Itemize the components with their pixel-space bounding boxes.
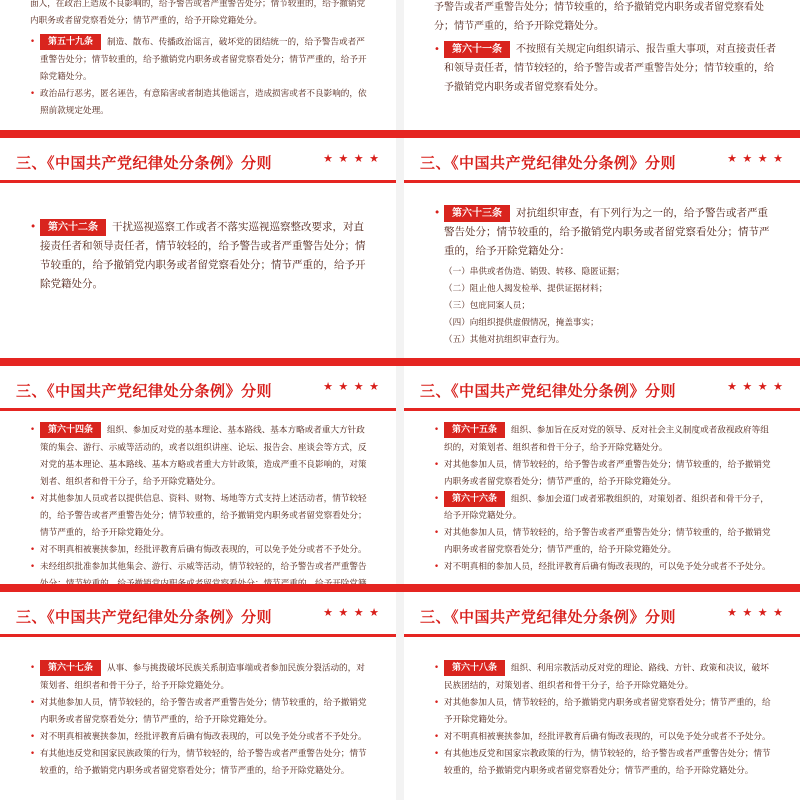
article-68-b2: • 对其他参加人员，情节较轻的，给予撤销党内职务或者留党察看处分；情节严重的，给予开除党籍处分。 bbox=[434, 695, 776, 729]
article-badge: 第六十二条 bbox=[40, 219, 106, 236]
article-64-b4: • 未经组织批准参加其他集会、游行、示威等活动，情节较轻的，给予警告或者严重警告 bbox=[30, 559, 372, 610]
slide-header bbox=[404, 592, 800, 642]
list-item: （五）其他对抗组织审查行为。 bbox=[444, 335, 565, 345]
article-63: • 第六十三条 对抗组织审查，有下列行为之一的，给予警告或者严重警告处分；情节较重的，给予撤销党内职务或者留党察看处分；情节严重的，给予开除党籍处分： bbox=[434, 204, 776, 261]
list-item: （一）串供或者伪造、销毁、转移、隐匿证据； bbox=[444, 267, 625, 277]
top-left-line0: 面人，在政治上造成不良影响的，给予警告或者严重警告处分；情节较重的，给予撤销党内职务或者留党察看处分；情节严重的，给予开除党籍处分。 bbox=[30, 0, 366, 26]
article-badge: 第六十一条 bbox=[444, 41, 510, 58]
slide-top-right bbox=[404, 0, 800, 128]
article-66: • 第六十六条 组织、参加会道门或者邪教组织的，对策划者、组织者和骨干分子，给予开除党籍处分。 bbox=[434, 491, 776, 526]
slide-header bbox=[0, 592, 396, 642]
article-67-b3: • 对不明真相被裹挟参加，经批评教育后确有悔改表现的，可以免予处分或者不予处分。 bbox=[30, 729, 372, 746]
article-68-b4: • 有其他违反党和国家宗教政策的行为，情节较轻的，给予警告或者严重警告处分；情节较重的，给予撤销党内职务或者留党察看处分；情节严重的，给予开除党籍处分。 bbox=[434, 746, 776, 780]
list-item: （二）阻止他人揭发检举、提供证据材料； bbox=[444, 284, 608, 294]
article-64-b3: • 对不明真相被裹挟参加，经批评教育后确有悔改表现的，可以免予处分或者不予处分。 bbox=[30, 542, 372, 559]
article-badge: 第六十六条 bbox=[444, 491, 505, 507]
list-item: （四）向组织提供虚假情况，掩盖事实； bbox=[444, 318, 599, 328]
divider-band bbox=[0, 130, 800, 138]
slide-top-left bbox=[0, 0, 396, 128]
article-68: • 第六十八条 组织、利用宗教活动反对党的理论、路线、方针、政策和决议，破坏民族团结的，对策划者、组织者和骨干分子，给予开除党籍处分。 bbox=[434, 660, 776, 695]
slide-c-left bbox=[0, 366, 396, 584]
article-62: • 第六十二条 干扰巡视巡察工作或者不落实巡视巡察整改要求，对直接责任者和领导责任者，情节较轻的，给予警告或者严重警告处分；情节较重的，给予撤销党内职务或者留党察看处分；情节严重的，给予开除党籍处分。 bbox=[30, 218, 372, 294]
article-badge: 第六十四条 bbox=[40, 422, 101, 438]
slide-b-right bbox=[404, 138, 800, 358]
list-item: （三）包庇同案人员； bbox=[444, 301, 530, 311]
article-59: • 第五十九条 制造、散布、传播政治谣言，破坏党的团结统一的，给予警告或者严重警告处分；情节较重的，给予撤销党内职务或者留党察看处分；情节严重的，给予开除党籍处分。 bbox=[30, 34, 372, 86]
slide-title: 三、《中国共产党纪律处分条例》分则 bbox=[420, 382, 677, 400]
article-64-b2: • 对其他参加人员或者以提供信息、资料、财物、场地等方式支持上述活动者，情节较轻的，给予警告或者严重警告处分；情节较重的，给予撤销党内职务或者留党察看处分；情节严重的，给予开除党籍处分。 bbox=[30, 491, 372, 542]
divider-band bbox=[0, 584, 800, 592]
slide-header bbox=[0, 366, 396, 416]
slide-b-left bbox=[0, 138, 396, 358]
slide-title: 三、《中国共产党纪律处分条例》分则 bbox=[16, 382, 273, 400]
slide-title: 三、《中国共产党纪律处分条例》分则 bbox=[420, 608, 677, 626]
slide-title: 三、《中国共产党纪律处分条例》分则 bbox=[16, 154, 273, 172]
slide-d-right bbox=[404, 592, 800, 800]
article-64: • 第六十四条 组织、参加反对党的基本理论、基本路线、基本方略或者重大方针政策的集会、游行、示威等活动的，或者以组织讲座、论坛、报告会、座谈会等方式，反对党的基本理论、基本路线、基本方略或者重大方针政策，造成严重不良影响的，对策划者、组织者和骨干分子，给予开除党籍处分。 bbox=[30, 422, 372, 491]
slide-title: 三、《中国共产党纪律处分条例》分则 bbox=[420, 154, 677, 172]
slide-gutter bbox=[396, 0, 404, 800]
divider-band bbox=[0, 358, 800, 366]
stars-decoration: ★ ★ ★ ★ bbox=[727, 152, 784, 165]
slide-title: 三、《中国共产党纪律处分条例》分则 bbox=[16, 608, 273, 626]
stars-decoration: ★ ★ ★ ★ bbox=[323, 152, 380, 165]
article-59-b2: • 政治品行恶劣，匿名诬告，有意陷害或者制造其他谣言，造成损害或者不良影响的，依照前款规定处理。 bbox=[30, 86, 372, 120]
slide-header bbox=[0, 138, 396, 188]
stars-decoration: ★ ★ ★ ★ bbox=[727, 606, 784, 619]
article-67-b4: • 有其他违反党和国家民族政策的行为，情节较轻的，给予警告或者严重警告处分；情节较重的，给予撤销党内职务或者留党察看处分；情节严重的，给予开除党籍处分。 bbox=[30, 746, 372, 780]
stars-decoration: ★ ★ ★ ★ bbox=[323, 606, 380, 619]
article-66-b4: • 对其他参加人员，情节较轻的，给予警告或者严重警告处分；情节较重的，给予撤销党内职务或者留党察看处分；情节严重的，给予开除党籍处分。 bbox=[434, 525, 776, 559]
article-66-b5: • 对不明真相的参加人员，经批评教育后确有悔改表现的，可以免予处分或者不予处分。 bbox=[434, 559, 776, 576]
article-67: • 第六十七条 从事、参与挑拨破坏民族关系制造事端或者参加民族分裂活动的，对策划者、组织者和骨干分子，给予开除党籍处分。 bbox=[30, 660, 372, 695]
article-65: • 第六十五条 组织、参加旨在反对党的领导、反对社会主义制度或者敌视政府等组织的，对策划者、组织者和骨干分子，给予开除党籍处分。 bbox=[434, 422, 776, 457]
article-badge: 第六十五条 bbox=[444, 422, 505, 438]
top-right-line0: 予警告或者严重警告处分；情节较重的，给予撤销党内职务或者留党察看处分；情节严重的，给予开除党籍处分。 bbox=[434, 2, 764, 32]
article-61: • 第六十一条 不按照有关规定向组织请示、报告重大事项，对直接责任者和领导责任者，情节较轻的，给予警告或者严重警告处分；情节较重的，给予撤销党内职务或者留党察看处分。 bbox=[434, 40, 776, 97]
slide-d-left bbox=[0, 592, 396, 800]
article-65-b2: • 对其他参加人员，情节较轻的，给予警告或者严重警告处分；情节较重的，给予撤销党内职务或者留党察看处分；情节严重的，给予开除党籍处分。 bbox=[434, 457, 776, 491]
slide-c-right bbox=[404, 366, 800, 584]
article-badge: 第六十七条 bbox=[40, 660, 101, 676]
stars-decoration: ★ ★ ★ ★ bbox=[727, 380, 784, 393]
article-badge: 第五十九条 bbox=[40, 34, 101, 50]
stars-decoration: ★ ★ ★ ★ bbox=[323, 380, 380, 393]
slide-header bbox=[404, 138, 800, 188]
article-badge: 第六十八条 bbox=[444, 660, 505, 676]
slide-header bbox=[404, 366, 800, 416]
article-68-b3: • 对不明真相被裹挟参加，经批评教育后确有悔改表现的，可以免予处分或者不予处分。 bbox=[434, 729, 776, 746]
article-badge: 第六十三条 bbox=[444, 205, 510, 222]
article-67-b2: • 对其他参加人员，情节较轻的，给予警告或者严重警告处分；情节较重的，给予撤销党内职务或者留党察看处分；情节严重的，给予开除党籍处分。 bbox=[30, 695, 372, 729]
